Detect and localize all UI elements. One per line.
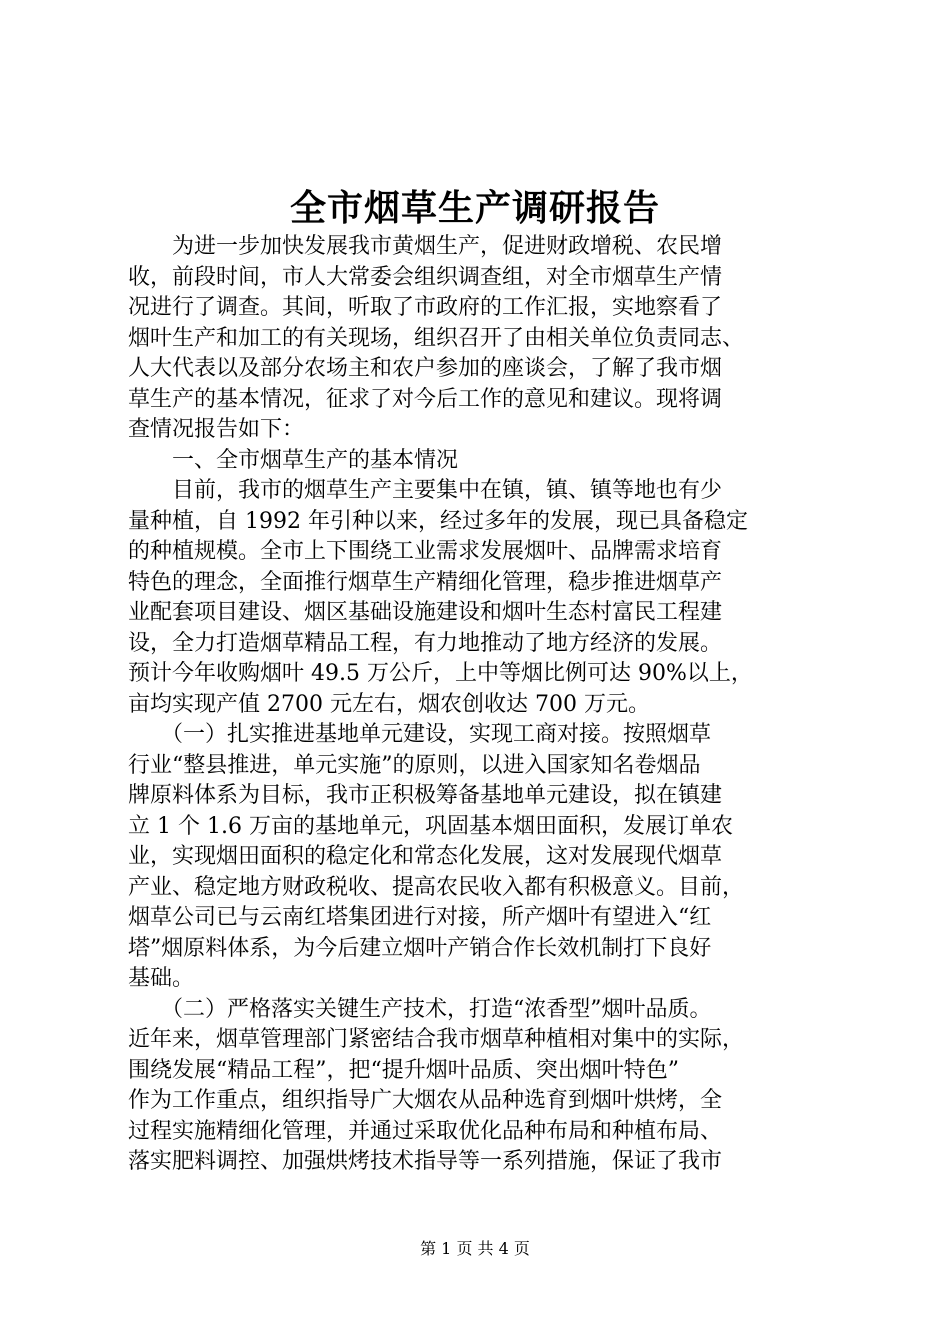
text-line: 设，全力打造烟草精品工程，有力地推动了地方经济的发展。	[128, 630, 723, 656]
text-line: 产业、稳定地方财政税收、提高农民收入都有积极意义。目前，	[128, 874, 745, 900]
text-line: 亩均实现产值 2700 元左右，烟农创收达 700 万元。	[128, 691, 650, 717]
text-line: 业，实现烟田面积的稳定化和常态化发展，这对发展现代烟草	[128, 844, 723, 869]
text-line: 目前，我市的烟草生产主要集中在镇，镇、镇等地也有少	[128, 478, 723, 503]
text-line: 量种植，自 1992 年引种以来，经过多年的发展，现已具备稳定	[128, 508, 748, 534]
text-line: （一）扎实推进基地单元建设，实现工商对接。按照烟草	[128, 722, 712, 747]
text-line: 况进行了调查。其间，听取了市政府的工作汇报，实地察看了	[128, 295, 723, 320]
text-line: 立 1 个 1.6 万亩的基地单元，巩固基本烟田面积，发展订单农	[128, 813, 733, 839]
document-title: 全市烟草生产调研报告	[289, 187, 660, 229]
text-line: 查情况报告如下：	[128, 417, 305, 442]
text-line: 预计今年收购烟叶 49.5 万公斤，上中等烟比例可达 90%以上，	[128, 661, 753, 686]
text-line: 收，前段时间，市人大常委会组织调查组，对全市烟草生产情	[128, 264, 723, 290]
text-line: 一、全市烟草生产的基本情况	[128, 447, 459, 473]
text-line: 行业“整县推进，单元实施”的原则，以进入国家知名卷烟品	[128, 752, 701, 778]
text-line: 落实肥料调控、加强烘烤技术指导等一系列措施，保证了我市	[128, 1149, 723, 1174]
text-line: 过程实施精细化管理，并通过采取优化品种布局和种植布局、	[128, 1118, 723, 1144]
text-line: （二）严格落实关键生产技术，打造“浓香型”烟叶品质。	[128, 996, 712, 1022]
text-line: 围绕发展“精品工程”，把“提升烟叶品质、突出烟叶特色”	[128, 1057, 679, 1083]
text-line: 牌原料体系为目标，我市正积极筹备基地单元建设，拟在镇建	[128, 783, 723, 808]
text-line: 烟叶生产和加工的有关现场，组织召开了由相关单位负责同志、	[128, 325, 745, 351]
text-line: 烟草公司已与云南红塔集团进行对接，所产烟叶有望进入“红	[128, 905, 712, 930]
text-line: 作为工作重点，组织指导广大烟农从品种选育到烟叶烘烤，全	[128, 1088, 723, 1113]
page-footer: 第 1 页 共 4 页	[420, 1239, 530, 1258]
text-line: 的种植规模。全市上下围绕工业需求发展烟叶、品牌需求培育	[128, 539, 723, 564]
text-line: 基础。	[128, 966, 195, 991]
text-line: 近年来，烟草管理部门紧密结合我市烟草种植相对集中的实际，	[128, 1027, 745, 1052]
text-line: 特色的理念，全面推行烟草生产精细化管理，稳步推进烟草产	[128, 569, 723, 595]
text-line: 塔”烟原料体系，为今后建立烟叶产销合作长效机制打下良好	[128, 935, 712, 961]
document-body	[128, 232, 852, 1178]
text-line: 为进一步加快发展我市黄烟生产，促进财政增税、农民增	[128, 234, 723, 259]
text-line: 草生产的基本情况，征求了对今后工作的意见和建议。现将调	[128, 386, 723, 412]
text-line: 人大代表以及部分农场主和农户参加的座谈会，了解了我市烟	[128, 356, 723, 381]
text-line: 业配套项目建设、烟区基础设施建设和烟叶生态村富民工程建	[128, 600, 723, 625]
